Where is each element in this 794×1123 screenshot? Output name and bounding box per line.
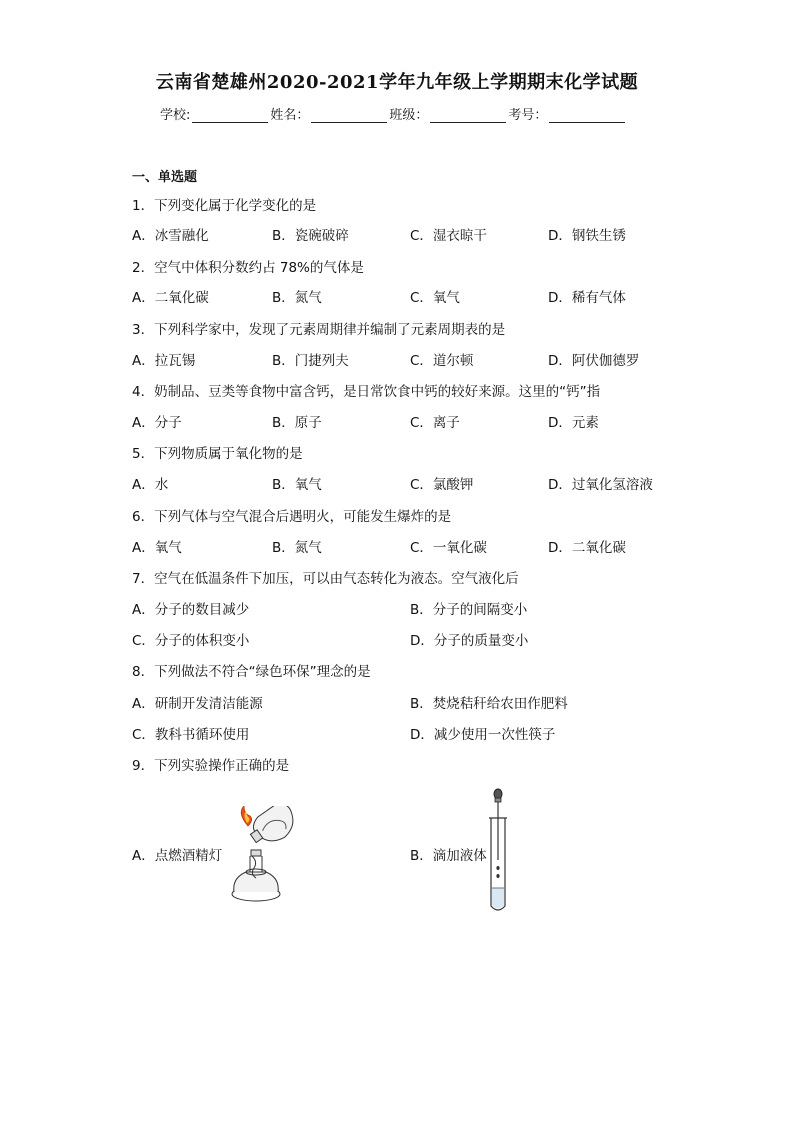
question-stem: 7．空气在低温条件下加压，可以由气态转化为液态。空气液化后 [132, 571, 519, 587]
image-option-row [132, 788, 692, 918]
option-d: D．减少使用一次性筷子 [410, 727, 556, 743]
option-b: B．焚烧秸秆给农田作肥料 [410, 696, 568, 712]
exam-number-blank [549, 108, 625, 123]
option-row [132, 286, 692, 306]
option-a: A．拉瓦锡 [132, 353, 196, 369]
option-d: D．元素 [548, 415, 599, 431]
question-stem: 9．下列实验操作正确的是 [132, 758, 290, 774]
option-a: A．点燃酒精灯 [132, 848, 223, 864]
option-row [132, 473, 692, 493]
option-c: C．道尔顿 [410, 353, 474, 369]
question-stem: 8．下列做法不符合“绿色环保”理念的是 [132, 664, 371, 680]
option-b: B．氮气 [272, 290, 322, 306]
option-row [132, 536, 692, 556]
page-title: 云南省楚雄州2020-2021学年九年级上学期期末化学试题 [155, 72, 639, 93]
option-b: B．瓷碗破碎 [272, 228, 349, 244]
option-d: D．过氧化氢溶液 [548, 477, 653, 493]
question-stem: 6．下列气体与空气混合后遇明火，可能发生爆炸的是 [132, 509, 452, 525]
option-a: A．研制开发清洁能源 [132, 696, 263, 712]
option-row [132, 411, 692, 431]
option-a: A．氧气 [132, 540, 182, 556]
option-b: B．分子的间隔变小 [410, 602, 528, 618]
option-row [132, 349, 692, 369]
option-row [132, 598, 692, 618]
option-d: D．稀有气体 [548, 290, 626, 306]
option-c: C．离子 [410, 415, 460, 431]
option-c: C．氧气 [410, 290, 460, 306]
question-stem: 2．空气中体积分数约占 78%的气体是 [132, 260, 364, 276]
option-c: C．氯酸钾 [410, 477, 474, 493]
option-b: B．原子 [272, 415, 322, 431]
option-d: D．分子的质量变小 [410, 633, 529, 649]
school-label: 学校: [160, 108, 191, 123]
option-c: C．分子的体积变小 [132, 633, 250, 649]
option-b: B．门捷列夫 [272, 353, 349, 369]
question-stem: 4．奶制品、豆类等食物中富含钙，是日常饮食中钙的较好来源。这里的“钙”指 [132, 384, 601, 400]
name-label: 姓名： [270, 108, 310, 123]
option-d: D．钢铁生锈 [548, 228, 626, 244]
option-a: A．冰雪融化 [132, 228, 209, 244]
school-blank [192, 108, 268, 123]
option-c: C．一氧化碳 [410, 540, 487, 556]
alcohol-lamp-lighting-illustration [228, 806, 310, 906]
option-a: A．二氧化碳 [132, 290, 209, 306]
option-c: C．湿衣晾干 [410, 228, 487, 244]
option-a: A．水 [132, 477, 169, 493]
class-blank [430, 108, 506, 123]
option-b: B．氧气 [272, 477, 322, 493]
option-row [132, 692, 692, 712]
dropper-test-tube-illustration [486, 788, 510, 916]
question-stem: 1．下列变化属于化学变化的是 [132, 198, 317, 214]
option-a: A．分子的数目减少 [132, 602, 250, 618]
option-a: A．分子 [132, 415, 182, 431]
option-row [132, 629, 692, 649]
option-d: D．阿伏伽德罗 [548, 353, 640, 369]
option-b: B．氮气 [272, 540, 322, 556]
exam-number-label: 考号： [508, 108, 548, 123]
class-label: 班级： [389, 108, 429, 123]
option-row [132, 224, 692, 244]
name-blank [311, 108, 387, 123]
section-heading: 一、单选题 [132, 170, 198, 185]
option-c: C．教科书循环使用 [132, 727, 250, 743]
question-stem: 3．下列科学家中，发现了元素周期律并编制了元素周期表的是 [132, 322, 506, 338]
option-row [132, 723, 692, 743]
option-d: D．二氧化碳 [548, 540, 626, 556]
question-stem: 5．下列物质属于氧化物的是 [132, 446, 303, 462]
student-info-line [160, 104, 627, 123]
option-b: B．滴加液体 [410, 848, 487, 864]
